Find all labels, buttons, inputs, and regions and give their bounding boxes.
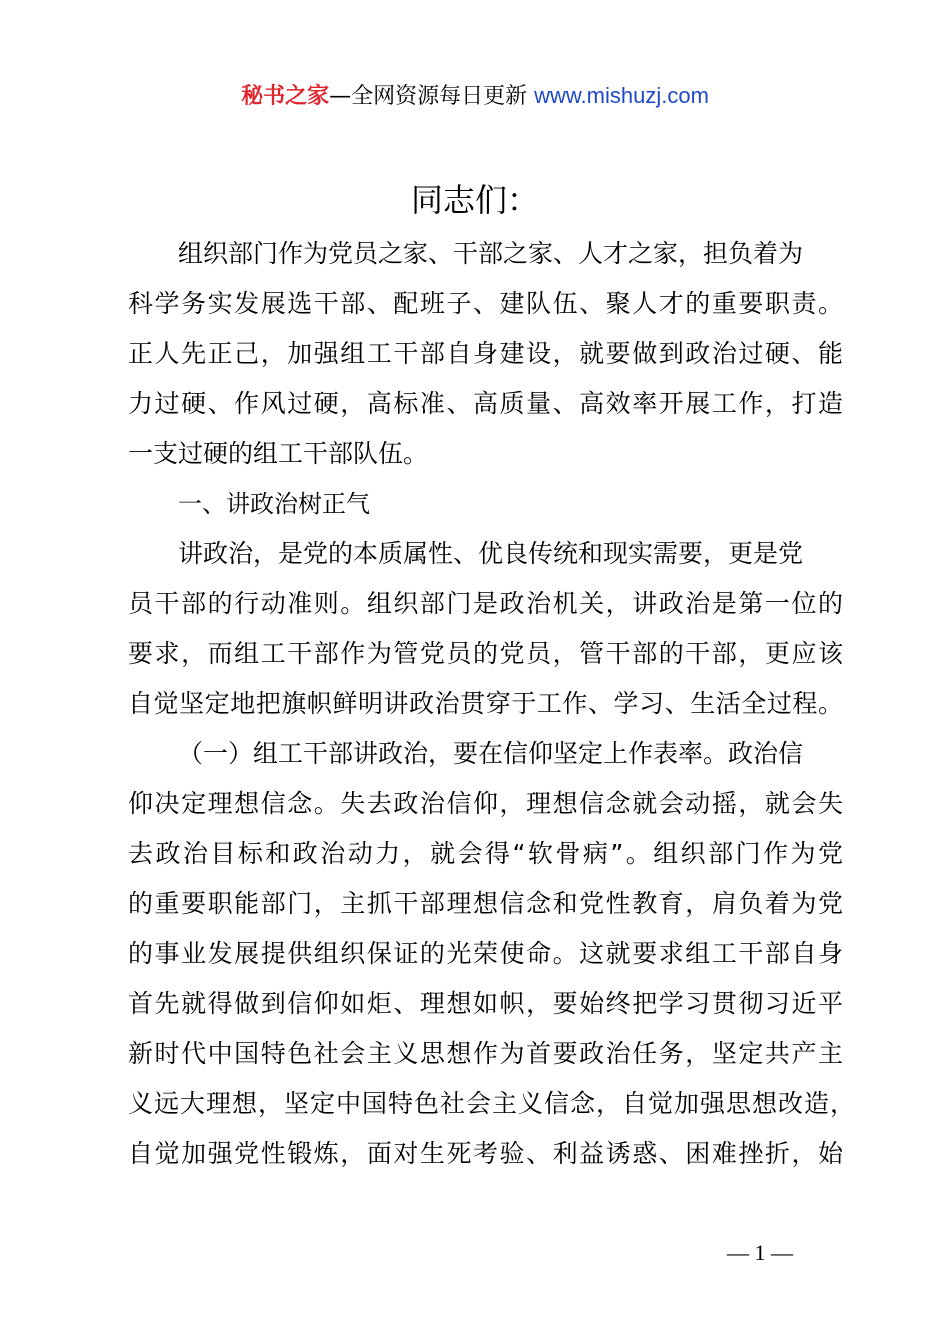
site-header [0, 80, 950, 113]
body-line: 首先就得做到信仰如炬、理想如帜，要始终把学习贯彻习近平 [128, 989, 843, 1018]
body-line: （一）组工干部讲政治，要在信仰坚定上作表率。政治信 [178, 739, 804, 768]
body-line: 去政治目标和政治动力，就会得“软骨病”。组织部门作为党 [128, 839, 843, 868]
body-line: 员干部的行动准则。组织部门是政治机关，讲政治是第一位的 [128, 589, 843, 618]
body-line: 新时代中国特色社会主义思想作为首要政治任务，坚定共产主 [128, 1039, 843, 1068]
body-line: 组织部门作为党员之家、干部之家、人才之家，担负着为 [178, 239, 804, 268]
header-slogan: —全网资源每日更新 [329, 84, 528, 109]
header-url[interactable]: www.mishuzj.com [534, 83, 709, 108]
body-line: 一支过硬的组工干部队伍。 [128, 439, 429, 468]
body-line: 义远大理想，坚定中国特色社会主义信念，自觉加强思想改造， [128, 1089, 855, 1118]
section-heading: 一、讲政治树正气 [178, 490, 370, 518]
body-line: 力过硬、作风过硬，高标准、高质量、高效率开展工作，打造 [128, 389, 843, 418]
body-line: 自觉坚定地把旗帜鲜明讲政治贯穿于工作、学习、生活全过程。 [128, 689, 843, 718]
body-line: 自觉加强党性锻炼，面对生死考验、利益诱惑、困难挫折，始 [128, 1139, 843, 1168]
body-line: 的重要职能部门，主抓干部理想信念和党性教育，肩负着为党 [128, 889, 843, 918]
body-line: 要求，而组工干部作为管党员的党员，管干部的干部，更应该 [128, 639, 843, 668]
page-number: — 1 — [727, 1240, 793, 1265]
body-line: 正人先正己，加强组工干部自身建设，就要做到政治过硬、能 [128, 339, 843, 368]
body-line: 的事业发展提供组织保证的光荣使命。这就要求组工干部自身 [128, 939, 843, 968]
body-line: 科学务实发展选干部、配班子、建队伍、聚人才的重要职责。 [128, 289, 843, 318]
header-brand: 秘书之家 [241, 84, 330, 109]
body-line: 仰决定理想信念。失去政治信仰，理想信念就会动摇，就会失 [128, 789, 843, 818]
document-title: 同志们： [410, 181, 539, 219]
body-line: 讲政治，是党的本质属性、优良传统和现实需要，更是党 [178, 539, 804, 568]
